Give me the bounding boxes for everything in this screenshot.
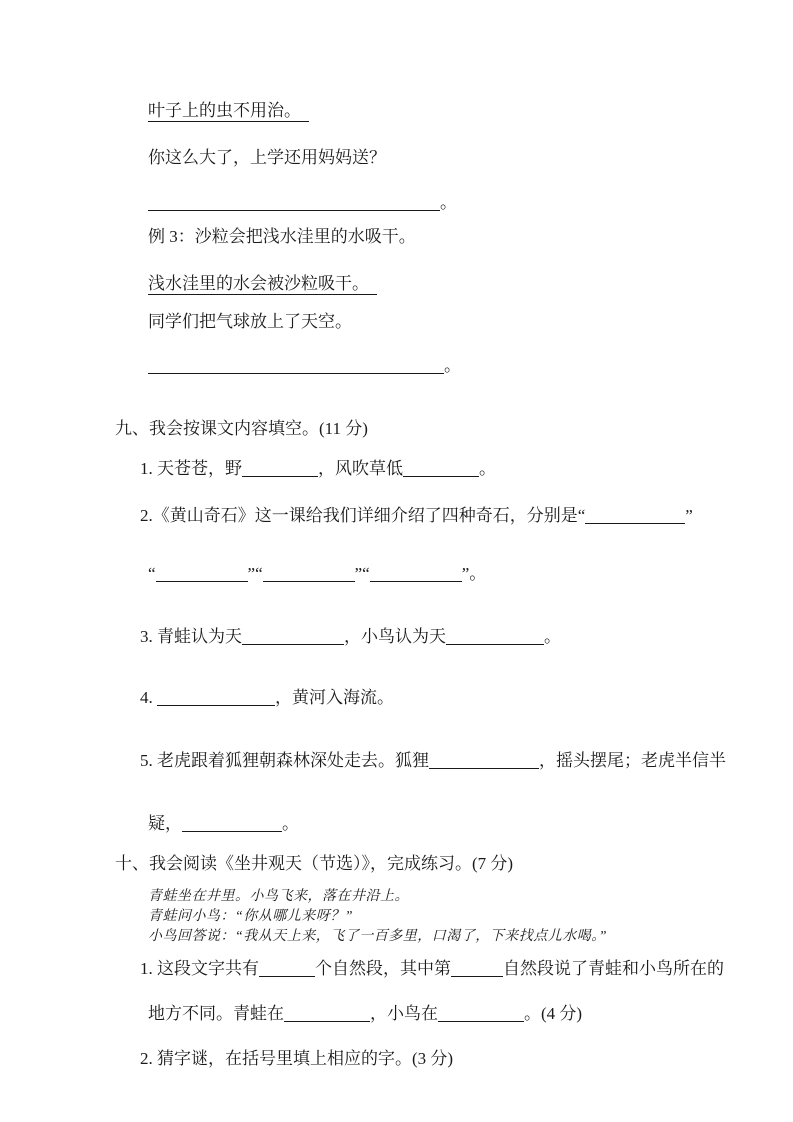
question-text-segment: ”“ xyxy=(247,564,263,583)
section-ten-q2 xyxy=(140,1048,453,1069)
question-text-segment: ，风吹草低 xyxy=(318,459,403,478)
answer-blank xyxy=(451,959,503,977)
answer-blank xyxy=(284,1004,370,1022)
question-text-segment: 。 xyxy=(479,459,496,478)
reading-passage-line-2 xyxy=(148,908,353,926)
question-text-segment: 自然段说了青蛙和小鸟所在的 xyxy=(503,959,724,978)
question-text-segment: ” xyxy=(685,506,693,525)
question-text-segment: 。 xyxy=(544,627,561,646)
question-text-segment: 1. 天苍苍，野 xyxy=(140,459,242,478)
section-nine-q5-line2 xyxy=(148,813,299,834)
exercise-sentence: 你这么大了，上学还用妈妈送？ xyxy=(148,148,386,167)
example2-answer-line xyxy=(148,100,309,121)
example2-exercise-line xyxy=(148,147,386,168)
passage-text: 青蛙坐在井里。小鸟飞来，落在井沿上。 xyxy=(148,889,409,904)
answer-blank xyxy=(438,1004,524,1022)
section-title: 九、我会按课文内容填空。(11 分) xyxy=(115,419,368,438)
section-nine-title xyxy=(115,418,368,439)
answer-blank xyxy=(156,564,248,582)
section-title: 十、我会阅读《坐井观天（节选）》，完成练习。(7 分) xyxy=(115,854,514,873)
answer-blank xyxy=(157,688,275,706)
question-text-segment: 5. 老虎跟着狐狸朝森林深处走去。狐狸 xyxy=(140,751,429,770)
reading-passage-line-3 xyxy=(148,928,607,946)
example-label: 例 3：沙粒会把浅水洼里的水吸干。 xyxy=(148,227,416,246)
question-text-segment: ，小鸟在 xyxy=(370,1004,438,1023)
question-text-segment: 4. xyxy=(140,688,157,707)
question-text-segment: ”“ xyxy=(354,564,370,583)
question-text-segment: “ xyxy=(148,564,156,583)
question-text-segment: ”。 xyxy=(461,564,487,583)
section-ten-q1-line2 xyxy=(148,1003,582,1024)
answer-blank-line-2 xyxy=(148,355,461,376)
question-text-segment: 个自然段，其中第 xyxy=(315,959,451,978)
question-text-segment: 3. 青蛙认为天 xyxy=(140,627,242,646)
question-text-segment: 。(4 分) xyxy=(524,1004,583,1023)
example3-answer-line xyxy=(148,273,377,294)
example3-title-line xyxy=(148,226,416,247)
answer-blank xyxy=(259,959,315,977)
question-text-segment: ，小鸟认为天 xyxy=(344,627,446,646)
rewritten-sentence-answer: 叶子上的虫不用治。 xyxy=(148,101,309,122)
exercise-sentence: 同学们把气球放上了天空。 xyxy=(148,312,352,331)
reading-passage-line-1 xyxy=(148,888,409,906)
answer-blank xyxy=(263,564,355,582)
passage-text: 小鸟回答说：“我从天上来，飞了一百多里，口渴了，下来找点儿水喝。” xyxy=(148,929,608,944)
answer-blank xyxy=(370,564,462,582)
section-nine-q3 xyxy=(140,626,561,647)
question-text-segment: 2. 猜字谜，在括号里填上相应的字。(3 分) xyxy=(140,1049,454,1068)
answer-blank xyxy=(585,506,685,524)
answer-blank xyxy=(148,193,440,211)
answer-blank xyxy=(446,627,544,645)
passage-text: 青蛙问小鸟：“你从哪儿来呀？” xyxy=(148,909,354,924)
period-after-blank: 。 xyxy=(444,356,461,375)
answer-blank xyxy=(242,459,318,477)
section-nine-q1 xyxy=(140,458,496,479)
question-text-segment: 地方不同。青蛙在 xyxy=(148,1004,284,1023)
question-text-segment: 疑， xyxy=(148,814,182,833)
answer-blank-line-1 xyxy=(148,192,457,213)
section-ten-q1-line1 xyxy=(140,958,724,979)
answer-blank xyxy=(429,751,539,769)
question-text-segment: ，摇头摆尾；老虎半信半 xyxy=(539,751,726,770)
question-text-segment: 2.《黄山奇石》这一课给我们详细介绍了四种奇石，分别是“ xyxy=(140,506,586,525)
section-nine-q2-line1 xyxy=(140,505,693,526)
section-ten-title xyxy=(115,853,513,874)
rewritten-sentence-answer: 浅水洼里的水会被沙粒吸干。 xyxy=(148,274,377,295)
question-text-segment: ，黄河入海流。 xyxy=(275,688,394,707)
answer-blank xyxy=(242,627,344,645)
question-text-segment: 。 xyxy=(282,814,299,833)
section-nine-q4 xyxy=(140,687,394,708)
answer-blank xyxy=(182,814,282,832)
period-after-blank: 。 xyxy=(440,193,457,212)
example3-exercise-line xyxy=(148,311,352,332)
answer-blank xyxy=(148,356,444,374)
section-nine-q2-line2 xyxy=(148,563,486,584)
answer-blank xyxy=(403,459,479,477)
question-text-segment: 1. 这段文字共有 xyxy=(140,959,259,978)
section-nine-q5-line1 xyxy=(140,750,726,771)
